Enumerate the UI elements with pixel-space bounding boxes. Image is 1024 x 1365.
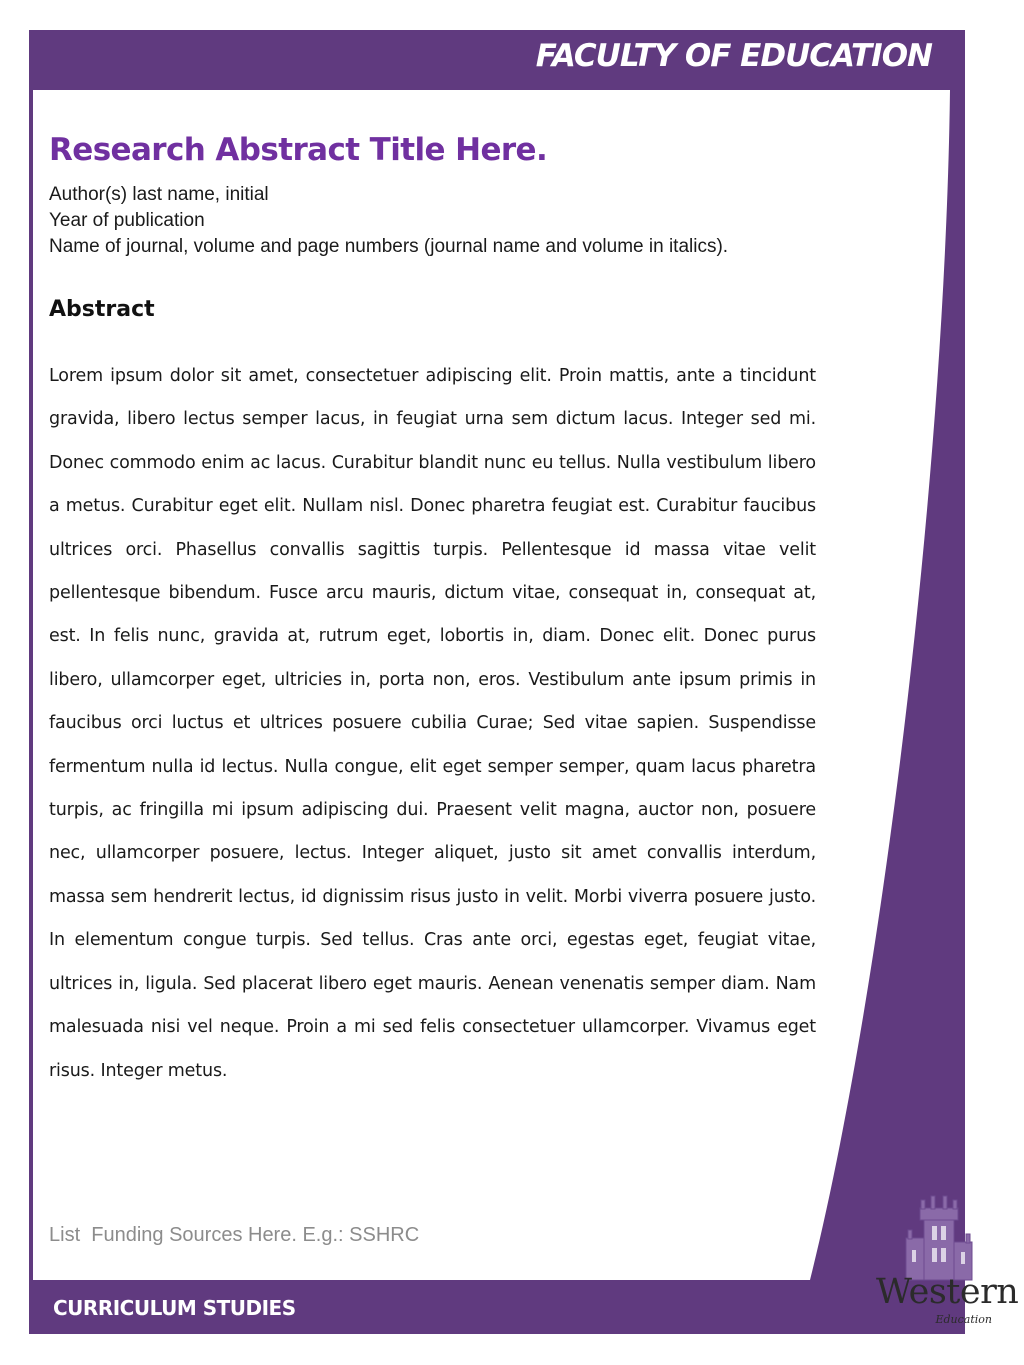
abstract-content [49,128,816,1093]
education-logo-text: Education [935,1313,992,1326]
western-logo-text: Western [876,1272,1019,1312]
authors-line: Author(s) last name, initial [49,184,269,205]
journal-line: Name of journal, volume and page numbers (journal name and volume in italics). [49,236,729,257]
abstract-title: Research Abstract Title Here. [49,132,548,168]
citation-meta [49,182,816,260]
abstract-heading: Abstract [49,297,155,322]
faculty-header: FACULTY OF EDUCATION [535,38,932,74]
department-footer: CURRICULUM STUDIES [53,1296,296,1320]
funding-sources: List Funding Sources Here. E.g.: SSHRC [49,1224,420,1246]
year-line: Year of publication [49,210,205,231]
abstract-body: Lorem ipsum dolor sit amet, consectetuer adipiscing elit. Proin mattis, ante a tincidunt gravida, libero lectus semper lacus, in feugiat urna sem dictum lacus. Integer sed mi. Donec commodo enim ac lacus. Curabitur blandit nunc eu tellus. Nulla vestibulum libero a metus. Curabitur eget elit. Nullam nisl. Donec pharetra feugiat est. Curabitur faucibus ultrices orci. Phasellus convallis sagittis turpis. Pellentesque id massa vitae velit pellentesque bibendum. Fusce arcu mauris, dictum vitae, consequat in, consequat at, est. In felis nunc, gravida at, rutrum eget, lobortis in, diam. Donec elit. Donec purus libero, ullamcorper eget, ultricies in, porta non, eros. Vestibulum ante ipsum primis in faucibus orci luctus et ultrices posuere cubilia Curae; Sed vitae sapien. Suspendisse fermentum nulla id lectus. Nulla congue, elit eget semper semper, quam lacus pharetra turpis, ac fringilla mi ipsum adipiscing dui. Praesent velit magna, auctor non, posuere nec, ullamcorper posuere, lectus. Integer aliquet, justo sit amet convallis interdum, massa sem hendrerit lectus, id dignissim risus justo in velit. Morbi viverra posuere justo. In elementum congue turpis. Sed tellus. Cras ante orci, egestas eget, feugiat vitae, ultrices in, ligula. Sed placerat libero eget mauris. Aenean venenatis semper diam. Nam malesuada nisi vel neque. Proin a mi sed felis consectetuer ullamcorper. Vivamus eget risus. Integer metus. [49,366,816,1081]
